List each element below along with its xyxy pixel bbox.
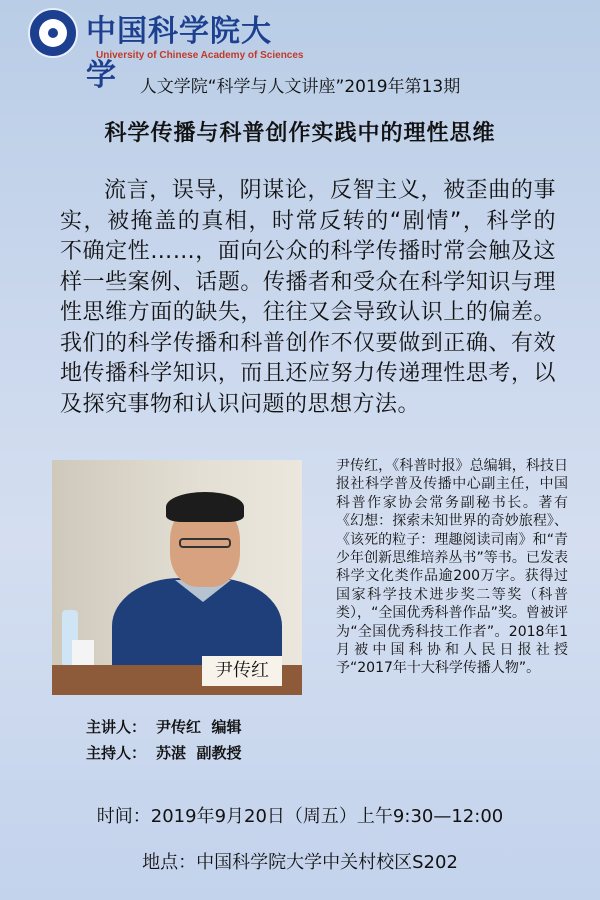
logo-name-cn: 中国科学院大学 xyxy=(86,14,272,93)
host-name: 苏湛 xyxy=(156,744,187,762)
speaker-label: 主讲人： xyxy=(86,718,147,736)
host-role: 副教授 xyxy=(196,744,242,762)
speaker-photo xyxy=(52,460,302,695)
speaker-line xyxy=(86,716,241,737)
lecture-place: 地点：中国科学院大学中关村校区S202 xyxy=(142,852,458,873)
lecture-series: 人文学院“科学与人文讲座”2019年第13期 xyxy=(139,77,461,97)
ucas-seal-icon xyxy=(28,8,78,58)
speaker-role: 编辑 xyxy=(211,718,242,736)
lecture-time: 时间：2019年9月20日（周五）上午9:30—12:00 xyxy=(96,806,504,827)
speaker-bio: 尹传红，《科普时报》总编辑，科技日报社科学普及传播中心副主任，中国科普作家协会常务副秘书长。著有《幻想：探索未知世界的奇妙旅程》、《该死的粒子：理趣阅读司南》和“青少年创新思维培养丛书”等书。已发表科学文化类作品逾200万字。获得过国家科学技术进步奖二等奖（科普类），“全国优秀科普作品”奖。曾被评为“全国优秀科技工作者”。2018年1月被中国科协和人民日报社授予“2017年十大科学传播人物”。 xyxy=(336,458,568,677)
host-line xyxy=(86,742,241,763)
university-logo xyxy=(28,6,304,93)
speaker-nameplate: 尹传红 xyxy=(202,656,282,686)
host-label: 主持人： xyxy=(86,744,147,762)
lecture-abstract: 流言，误导，阴谋论，反智主义，被歪曲的事实，被掩盖的真相，时常反转的“剧情”，科学的不确定性……，面向公众的科学传播时常会触及这样一些案例、话题。传播者和受众在科学知识与理性思维方面的缺失，往往又会导致认识上的偏差。我们的科学传播和科普创作不仅要做到正确、有效地传播科学知识，而且还应努力传递理性思考，以及探究事物和认识问题的思想方法。 xyxy=(60,178,556,417)
logo-name-en: University of Chinese Academy of Sciences xyxy=(96,50,304,61)
speaker-name: 尹传红 xyxy=(156,718,202,736)
lecture-title: 科学传播与科普创作实践中的理性思维 xyxy=(104,121,496,146)
